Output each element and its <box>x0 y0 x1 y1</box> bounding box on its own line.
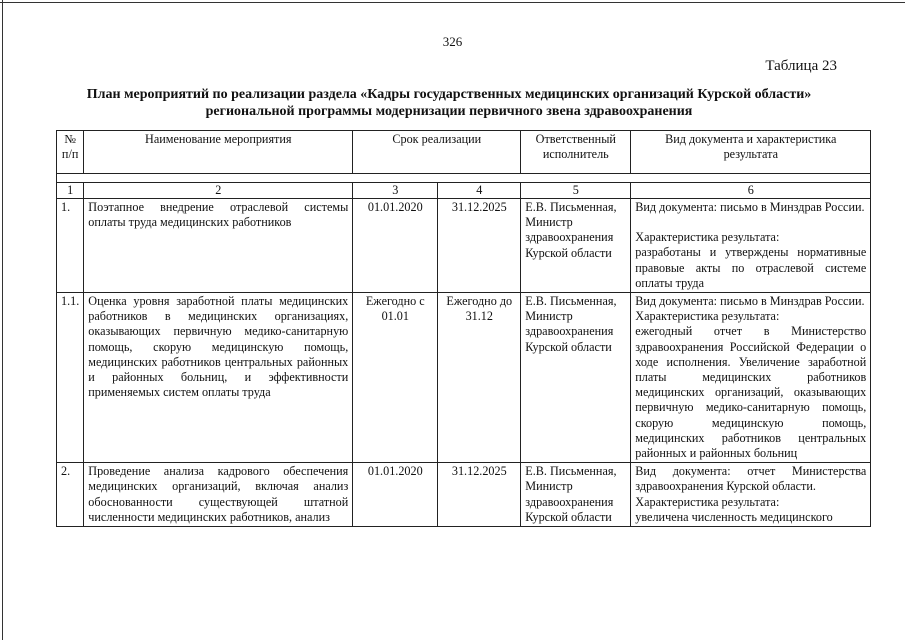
end-date: Ежегодно до 31.12 <box>438 293 521 463</box>
header-document-result: Вид документа и характеристика результата <box>631 131 871 174</box>
start-date: 01.01.2020 <box>353 199 438 293</box>
activity-name: Проведение анализа кадрового обеспечения медицинских организаций, включая анализ обоснованности существующей штатной численности медицинских работников, анализ <box>84 463 353 527</box>
document-type: Вид документа: письмо в Минздрав России. <box>635 200 865 214</box>
column-number: 1 <box>57 183 84 199</box>
start-date: 01.01.2020 <box>353 463 438 527</box>
row-number: 1.1. <box>57 293 84 463</box>
plan-table <box>56 130 871 527</box>
left-border-line <box>2 0 3 640</box>
document-title-line-1: План мероприятий по реализации раздела «Кадры государственных медицинских организаций Курской области» <box>86 87 812 102</box>
result-text: разработаны и утверждены нормативные правовые акты по отраслевой системе оплаты труда <box>635 245 867 290</box>
column-number: 5 <box>521 183 631 199</box>
column-number: 2 <box>84 183 353 199</box>
column-number: 6 <box>631 183 871 199</box>
end-date: 31.12.2025 <box>438 199 521 293</box>
result-label: Характеристика результата: <box>635 230 780 245</box>
header-gap-row <box>57 174 871 183</box>
header-activity-name: Наименование мероприятия <box>84 131 353 174</box>
document-result <box>631 463 871 527</box>
row-number: 1. <box>57 199 84 293</box>
header-responsible: Ответственный исполнитель <box>521 131 631 174</box>
result-label: Характеристика результата: <box>635 309 780 324</box>
table-label: Таблица 23 <box>765 58 837 74</box>
responsible-person: Е.В. Письменная, Министр здравоохранения Курской области <box>521 293 631 463</box>
end-date: 31.12.2025 <box>438 463 521 527</box>
header-period: Срок реализации <box>353 131 521 174</box>
header-number: № п/п <box>57 131 84 174</box>
table-row <box>57 463 871 527</box>
document-type: Вид документа: письмо в Минздрав России. <box>635 294 865 309</box>
top-border-line <box>0 2 905 3</box>
column-number: 4 <box>438 183 521 199</box>
document-type: Вид документа: отчет Министерства здравоохранения Курской области. <box>635 464 867 494</box>
table-row <box>57 199 871 293</box>
responsible-person: Е.В. Письменная, Министр здравоохранения Курской области <box>521 199 631 293</box>
table-row <box>57 293 871 463</box>
page-number: 326 <box>442 34 463 49</box>
row-number: 2. <box>57 463 84 527</box>
document-result <box>631 293 871 463</box>
header-row <box>57 131 871 174</box>
document-result <box>631 199 871 293</box>
start-date: Ежегодно с 01.01 <box>353 293 438 463</box>
responsible-person: Е.В. Письменная, Министр здравоохранения Курской области <box>521 463 631 527</box>
result-label: Характеристика результата: <box>635 494 780 509</box>
activity-name: Оценка уровня заработной платы медицинских работников в медицинских организациях, оказывающих первичную медико-санитарную помощь, скорую медицинскую помощь, медицинских работников центральных районных и районных больниц, и эффективности применяемых систем оплаты труда <box>84 293 353 463</box>
activity-name: Поэтапное внедрение отраслевой системы оплаты труда медицинских работников <box>84 199 353 293</box>
column-number-row <box>57 183 871 199</box>
document-title <box>40 86 858 120</box>
result-text: ежегодный отчет в Министерство здравоохранения Российской Федерации о ходе исполнения. Увеличение заработной платы медицинских работников медицинских организаций, оказывающих первичную медико-санитарную помощь, скорую медицинскую помощь, медицинских работников центральных районных и районных больниц <box>635 324 867 461</box>
column-number: 3 <box>353 183 438 199</box>
document-title-line-2: региональной программы модернизации первичного звена здравоохранения <box>205 104 693 119</box>
result-text: увеличена численность медицинского <box>635 509 833 524</box>
